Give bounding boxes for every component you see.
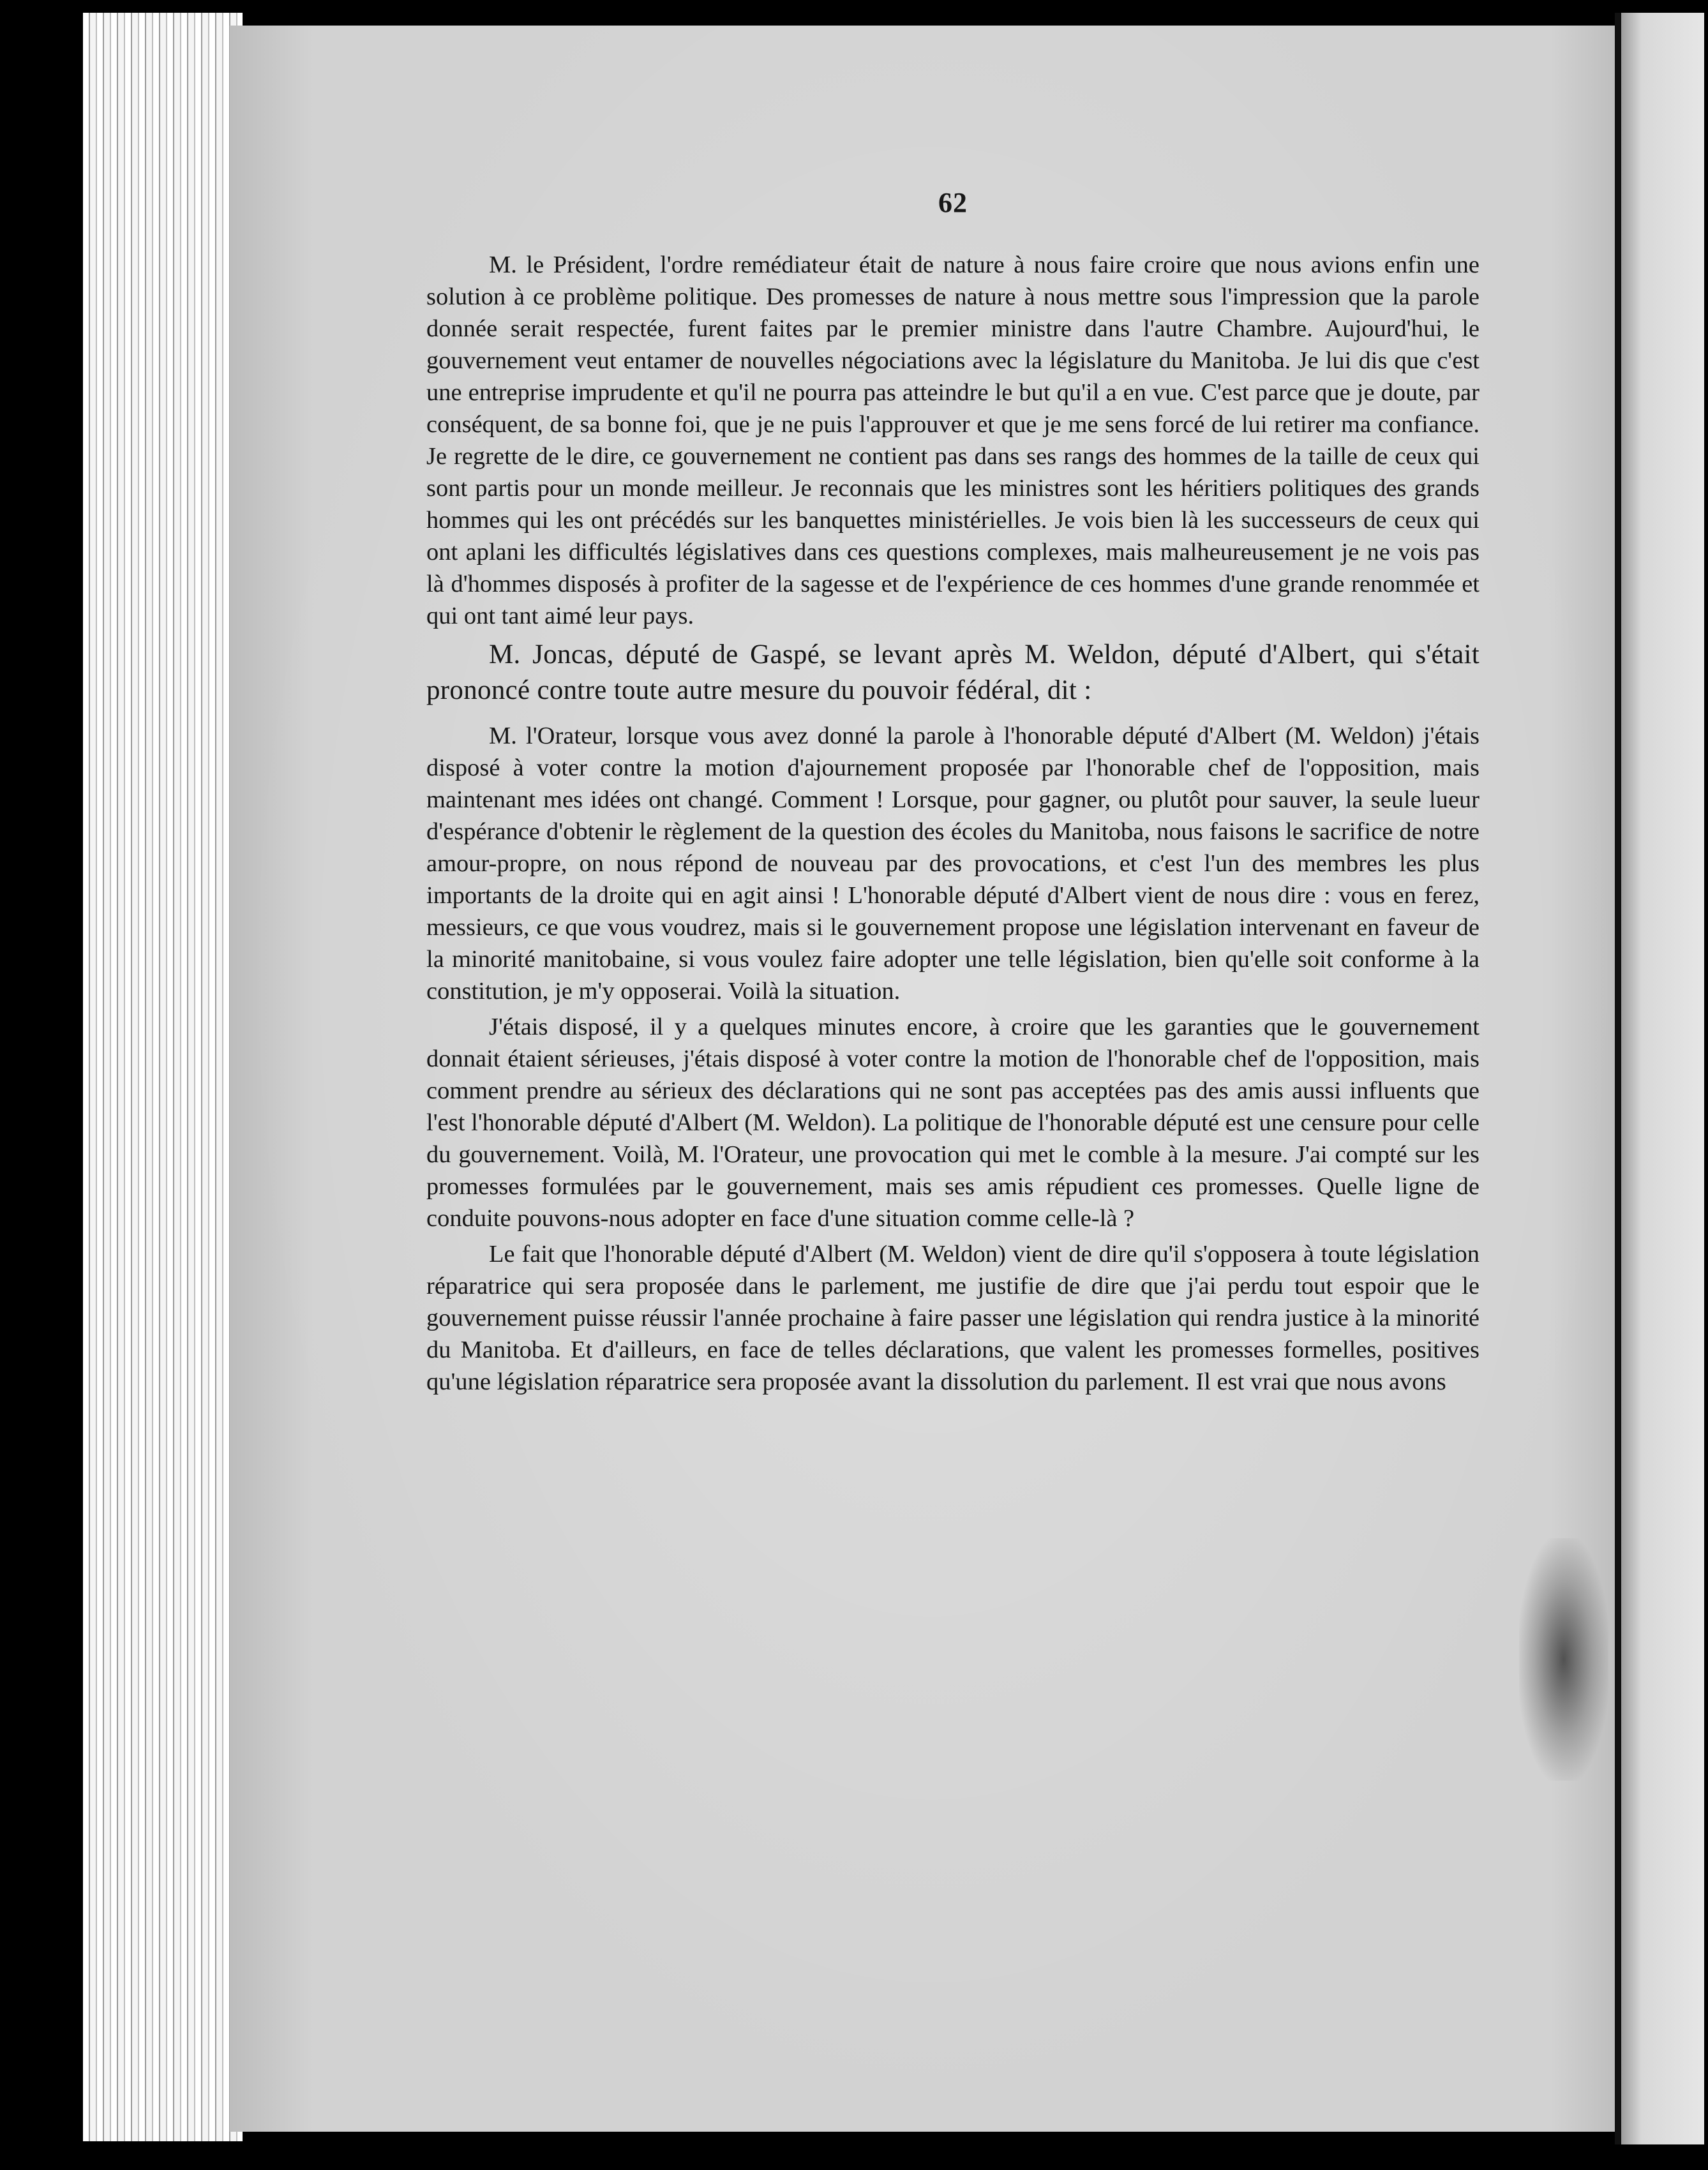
page-number: 62 [938,187,968,218]
book-page-edges [83,13,243,2141]
paragraph-joncas-intro: M. Joncas, député de Gaspé, se levant après M. Weldon, député d'Albert, qui s'était prononcé contre toute autre mesure du pouvoir fédéral, dit : [426,640,1480,705]
page-text-block [426,185,1480,1398]
paragraph-weldon: Le fait que l'honorable député d'Albert (M. Weldon) vient de dire qu'il s'opposera à toute législation réparatrice qui sera proposée dans le parlement, me justifie de dire que j'ai perdu tout espoir que le gouvernement puisse réussir l'année prochaine à faire passer une législation qui rendra justice à la minorité du Manitoba. Et d'ailleurs, en face de telles déclarations, que valent les promesses formelles, positives qu'une législation réparatrice sera proposée avant la dissolution du parlement. Il est vrai que nous avons [426,1241,1480,1395]
paragraph-president: M. le Président, l'ordre remédiateur était de nature à nous faire croire que nous avions enfin une solution à ce problème politique. Des promesses de nature à nous mettre sous l'impression que la parole donnée serait respectée, furent faites par le premier ministre dans l'autre Chambre. Aujourd'hui, le gouvernement veut entamer de nouvelles négociations avec la législature du Manitoba. Je lui dis que c'est une entreprise imprudente et qu'il ne pourra pas atteindre le but qu'il a en vue. C'est parce que je doute, par conséquent, de sa bonne foi, que je ne puis l'approuver et que je me sens forcé de lui retirer ma confiance. Je regrette de le dire, ce gouvernement ne contient pas dans ses rangs des hommes de la taille de ceux qui sont partis pour un monde meilleur. Je reconnais que les ministres sont les héritiers politiques des grands hommes qui les ont précédés sur les banquettes ministérielles. Je vois bien là les successeurs de ceux qui ont aplani les difficultés législatives dans ces questions complexes, mais malheureusement je ne vois pas là d'hommes disposés à profiter de la sagesse et de l'expérience de ces hommes d'une grande renommée et qui ont tant aimé leur pays. [426,251,1480,629]
facing-page-edge [1615,13,1704,2144]
paragraph-orateur: M. l'Orateur, lorsque vous avez donné la parole à l'honorable député d'Albert (M. Weldon) j'étais disposé à voter contre la motion d'ajournement proposée par l'honorable chef de l'opposition, mais maintenant mes idées ont changé. Comment ! Lorsque, pour gagner, ou plutôt pour sauver, la seule lueur d'espérance d'obtenir le règlement de la question des écoles du Manitoba, nous faisons le sacrifice de notre amour-propre, on nous répond de nouveau par des provocations, et c'est l'un des membres les plus importants de la droite qui en agit ainsi ! L'honorable député d'Albert vient de nous dire : vous en ferez, messieurs, ce que vous voudrez, mais si le gouvernement propose une législation intervenant en faveur de la minorité manitobaine, si vous voulez faire adopter une telle législation, bien qu'elle soit conforme à la constitution, je m'y opposerai. Voilà la situation. [426,722,1480,1005]
paragraph-garanties: J'étais disposé, il y a quelques minutes encore, à croire que les garanties que le gouvernement donnait étaient sérieuses, j'étais disposé à voter contre la motion de l'honorable chef de l'opposition, mais comment prendre au sérieux des déclarations qui ne sont pas acceptées pas des amis aussi influents que l'est l'honorable député d'Albert (M. Weldon). La politique de l'honorable député est une censure pour celle du gouvernement. Voilà, M. l'Orateur, une provocation qui met le comble à la mesure. J'ai compté sur les promesses formulées par le gouvernement, mais ses amis répudient ces promesses. Quelle ligne de conduite pouvons-nous adopter en face d'une situation comme celle-là ? [426,1014,1480,1232]
